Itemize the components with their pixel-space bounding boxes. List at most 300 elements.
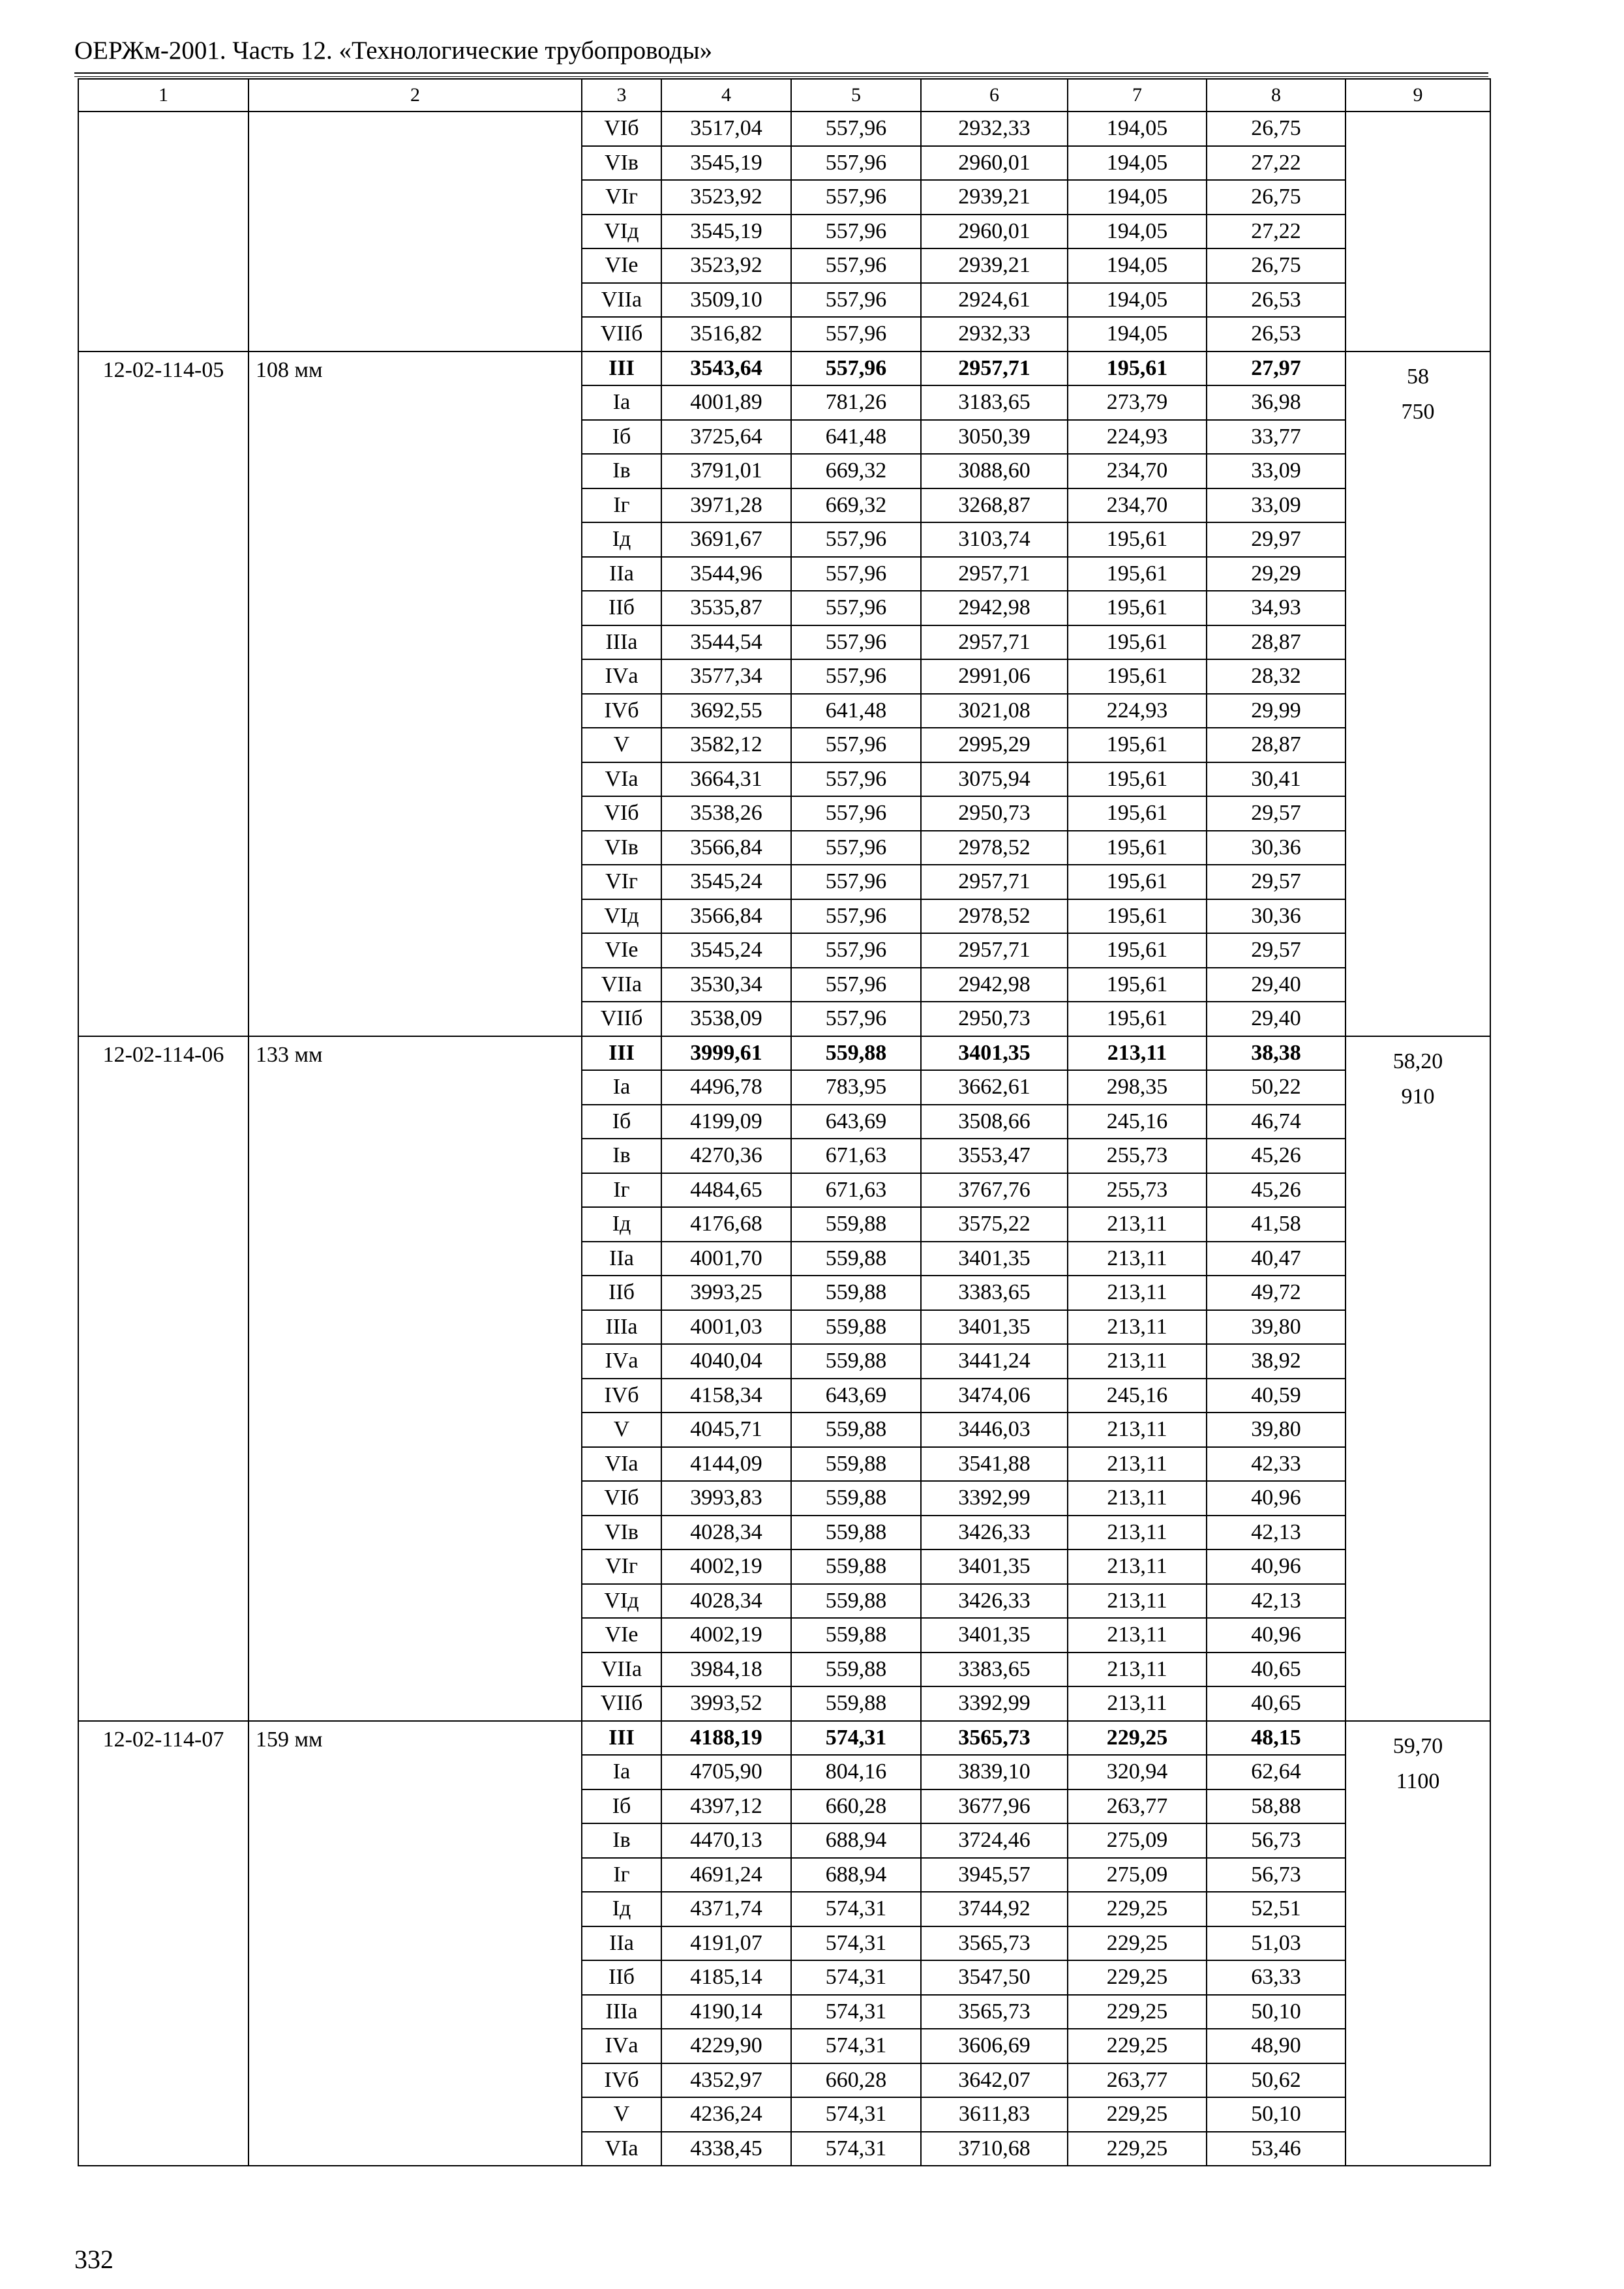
region-code: VIв: [582, 831, 661, 865]
value-cell: 4229,90: [661, 2029, 791, 2063]
value-cell: 53,46: [1207, 2132, 1346, 2166]
column-number: 7: [1068, 79, 1207, 112]
value-cell: 195,61: [1068, 865, 1207, 899]
region-code: VIб: [582, 796, 661, 831]
pipe-diameter: 159 мм: [248, 1721, 582, 2166]
value-cell: 41,58: [1207, 1207, 1346, 1242]
pipe-diameter: 133 мм: [248, 1036, 582, 1721]
value-cell: 559,88: [791, 1618, 921, 1653]
value-cell: 40,96: [1207, 1481, 1346, 1516]
value-cell: 29,40: [1207, 968, 1346, 1002]
value-cell: 2932,33: [921, 112, 1068, 146]
pipe-diameter: [248, 112, 582, 352]
rate-code: [78, 112, 248, 352]
value-cell: 4001,03: [661, 1310, 791, 1345]
value-cell: 557,96: [791, 728, 921, 762]
region-code: IVа: [582, 659, 661, 694]
value-cell: 26,53: [1207, 283, 1346, 318]
value-cell: 3575,22: [921, 1207, 1068, 1242]
column-number: 4: [661, 79, 791, 112]
value-cell: 40,47: [1207, 1242, 1346, 1276]
value-cell: 56,73: [1207, 1858, 1346, 1893]
value-cell: 194,05: [1068, 146, 1207, 181]
value-cell: 194,05: [1068, 215, 1207, 249]
value-cell: 557,96: [791, 659, 921, 694]
region-code: VIд: [582, 215, 661, 249]
value-cell: 213,11: [1068, 1481, 1207, 1516]
value-cell: 194,05: [1068, 112, 1207, 146]
value-cell: 40,59: [1207, 1379, 1346, 1413]
value-cell: 52,51: [1207, 1892, 1346, 1926]
value-cell: 3945,57: [921, 1858, 1068, 1893]
region-code: VIв: [582, 146, 661, 181]
value-cell: 4045,71: [661, 1413, 791, 1447]
region-code: Iг: [582, 488, 661, 523]
page-number: 332: [74, 2245, 113, 2274]
value-cell: 245,16: [1068, 1379, 1207, 1413]
value-cell: 559,88: [791, 1242, 921, 1276]
value-cell: 557,96: [791, 215, 921, 249]
value-cell: 40,96: [1207, 1549, 1346, 1584]
group-extra: [1346, 352, 1490, 1036]
region-code: VIIб: [582, 1002, 661, 1036]
value-cell: 3426,33: [921, 1516, 1068, 1550]
value-cell: 3677,96: [921, 1789, 1068, 1824]
value-cell: 559,88: [791, 1310, 921, 1345]
value-cell: 213,11: [1068, 1516, 1207, 1550]
value-cell: 224,93: [1068, 694, 1207, 728]
value-cell: 557,96: [791, 865, 921, 899]
value-cell: 559,88: [791, 1516, 921, 1550]
region-code: Iд: [582, 1207, 661, 1242]
value-cell: 557,96: [791, 180, 921, 215]
value-cell: 688,94: [791, 1858, 921, 1893]
value-cell: 3401,35: [921, 1242, 1068, 1276]
value-cell: 195,61: [1068, 625, 1207, 660]
region-code: V: [582, 728, 661, 762]
value-cell: 195,61: [1068, 591, 1207, 625]
rate-code: 12-02-114-05: [78, 352, 248, 1036]
value-cell: 559,88: [791, 1653, 921, 1687]
rate-code: 12-02-114-06: [78, 1036, 248, 1721]
value-cell: 804,16: [791, 1755, 921, 1789]
region-code: IVа: [582, 1344, 661, 1379]
value-cell: 195,61: [1068, 659, 1207, 694]
value-cell: 3392,99: [921, 1686, 1068, 1721]
value-cell: 195,61: [1068, 352, 1207, 386]
value-cell: 29,29: [1207, 557, 1346, 591]
value-cell: 3050,39: [921, 420, 1068, 455]
value-cell: 4040,04: [661, 1344, 791, 1379]
value-cell: 2950,73: [921, 796, 1068, 831]
region-code: VIд: [582, 899, 661, 934]
value-cell: 574,31: [791, 1721, 921, 1756]
group-extra-value: 750: [1401, 399, 1435, 424]
group-extra: [1346, 112, 1490, 352]
value-cell: 3582,12: [661, 728, 791, 762]
value-cell: 3103,74: [921, 522, 1068, 557]
value-cell: 783,95: [791, 1070, 921, 1105]
value-cell: 559,88: [791, 1036, 921, 1071]
value-cell: 195,61: [1068, 933, 1207, 968]
table-row: [78, 1721, 1490, 1756]
value-cell: 229,25: [1068, 2132, 1207, 2166]
table-body: [78, 79, 1490, 2166]
value-cell: 27,97: [1207, 352, 1346, 386]
group-extra-value: 1100: [1396, 1769, 1440, 1793]
value-cell: 48,15: [1207, 1721, 1346, 1756]
value-cell: 3642,07: [921, 2063, 1068, 2098]
column-number: 6: [921, 79, 1068, 112]
value-cell: 29,97: [1207, 522, 1346, 557]
value-cell: 36,98: [1207, 385, 1346, 420]
value-cell: 27,22: [1207, 146, 1346, 181]
value-cell: 275,09: [1068, 1823, 1207, 1858]
column-number-row: [78, 79, 1490, 112]
group-extra-value: 58,20: [1392, 1049, 1443, 1073]
region-code: III: [582, 1036, 661, 1071]
value-cell: 4352,97: [661, 2063, 791, 2098]
region-code: IIб: [582, 1960, 661, 1995]
value-cell: 557,96: [791, 146, 921, 181]
value-cell: 38,92: [1207, 1344, 1346, 1379]
value-cell: 213,11: [1068, 1036, 1207, 1071]
value-cell: 195,61: [1068, 831, 1207, 865]
value-cell: 3993,52: [661, 1686, 791, 1721]
value-cell: 3744,92: [921, 1892, 1068, 1926]
value-cell: 559,88: [791, 1447, 921, 1482]
value-cell: 29,57: [1207, 933, 1346, 968]
rate-code: 12-02-114-07: [78, 1721, 248, 2166]
region-code: III: [582, 1721, 661, 1756]
value-cell: 2924,61: [921, 283, 1068, 318]
value-cell: 3543,64: [661, 352, 791, 386]
value-cell: 194,05: [1068, 180, 1207, 215]
region-code: IVб: [582, 1379, 661, 1413]
value-cell: 28,87: [1207, 625, 1346, 660]
value-cell: 3383,65: [921, 1276, 1068, 1310]
value-cell: 62,64: [1207, 1755, 1346, 1789]
value-cell: 3553,47: [921, 1139, 1068, 1173]
region-code: VIг: [582, 1549, 661, 1584]
value-cell: 26,75: [1207, 112, 1346, 146]
value-cell: 559,88: [791, 1344, 921, 1379]
value-cell: 3088,60: [921, 454, 1068, 488]
value-cell: 3401,35: [921, 1310, 1068, 1345]
value-cell: 643,69: [791, 1105, 921, 1139]
value-cell: 2995,29: [921, 728, 1068, 762]
value-cell: 3268,87: [921, 488, 1068, 523]
value-cell: 195,61: [1068, 762, 1207, 797]
value-cell: 2939,21: [921, 248, 1068, 283]
region-code: IIб: [582, 1276, 661, 1310]
value-cell: 4691,24: [661, 1858, 791, 1893]
value-cell: 557,96: [791, 591, 921, 625]
value-cell: 40,96: [1207, 1618, 1346, 1653]
value-cell: 557,96: [791, 522, 921, 557]
value-cell: 213,11: [1068, 1447, 1207, 1482]
value-cell: 46,74: [1207, 1105, 1346, 1139]
value-cell: 2942,98: [921, 968, 1068, 1002]
value-cell: 4002,19: [661, 1618, 791, 1653]
value-cell: 4190,14: [661, 1995, 791, 2029]
value-cell: 4705,90: [661, 1755, 791, 1789]
region-code: VIIб: [582, 1686, 661, 1721]
value-cell: 3565,73: [921, 1995, 1068, 2029]
header-rule: [74, 72, 1488, 74]
value-cell: 49,72: [1207, 1276, 1346, 1310]
value-cell: 3993,83: [661, 1481, 791, 1516]
region-code: VIб: [582, 112, 661, 146]
value-cell: 3544,54: [661, 625, 791, 660]
value-cell: 2960,01: [921, 146, 1068, 181]
value-cell: 213,11: [1068, 1242, 1207, 1276]
value-cell: 213,11: [1068, 1584, 1207, 1619]
value-cell: 4496,78: [661, 1070, 791, 1105]
region-code: VIд: [582, 1584, 661, 1619]
value-cell: 4470,13: [661, 1823, 791, 1858]
region-code: V: [582, 2097, 661, 2132]
value-cell: 51,03: [1207, 1926, 1346, 1961]
value-cell: 213,11: [1068, 1413, 1207, 1447]
value-cell: 34,93: [1207, 591, 1346, 625]
value-cell: 3538,09: [661, 1002, 791, 1036]
region-code: V: [582, 1413, 661, 1447]
value-cell: 3547,50: [921, 1960, 1068, 1995]
value-cell: 3538,26: [661, 796, 791, 831]
pipe-diameter: 108 мм: [248, 352, 582, 1036]
region-code: Iд: [582, 1892, 661, 1926]
value-cell: 557,96: [791, 625, 921, 660]
value-cell: 4028,34: [661, 1516, 791, 1550]
value-cell: 50,62: [1207, 2063, 1346, 2098]
value-cell: 3523,92: [661, 248, 791, 283]
value-cell: 574,31: [791, 2029, 921, 2063]
value-cell: 29,99: [1207, 694, 1346, 728]
value-cell: 50,10: [1207, 2097, 1346, 2132]
table-row: [78, 352, 1490, 386]
value-cell: 559,88: [791, 1413, 921, 1447]
value-cell: 39,80: [1207, 1310, 1346, 1345]
value-cell: 3566,84: [661, 831, 791, 865]
value-cell: 263,77: [1068, 2063, 1207, 2098]
value-cell: 4191,07: [661, 1926, 791, 1961]
value-cell: 229,25: [1068, 2097, 1207, 2132]
value-cell: 2957,71: [921, 625, 1068, 660]
value-cell: 671,63: [791, 1173, 921, 1208]
value-cell: 229,25: [1068, 1926, 1207, 1961]
value-cell: 263,77: [1068, 1789, 1207, 1824]
column-number: 1: [78, 79, 248, 112]
value-cell: 660,28: [791, 2063, 921, 2098]
value-cell: 3577,34: [661, 659, 791, 694]
value-cell: 213,11: [1068, 1344, 1207, 1379]
value-cell: 559,88: [791, 1584, 921, 1619]
header-rule-thin: [74, 76, 1488, 77]
value-cell: 781,26: [791, 385, 921, 420]
value-cell: 4199,09: [661, 1105, 791, 1139]
value-cell: 2950,73: [921, 1002, 1068, 1036]
region-code: VIIа: [582, 968, 661, 1002]
region-code: IIIа: [582, 1995, 661, 2029]
value-cell: 3021,08: [921, 694, 1068, 728]
value-cell: 195,61: [1068, 968, 1207, 1002]
value-cell: 557,96: [791, 796, 921, 831]
value-cell: 3566,84: [661, 899, 791, 934]
value-cell: 4001,70: [661, 1242, 791, 1276]
value-cell: 33,77: [1207, 420, 1346, 455]
value-cell: 559,88: [791, 1276, 921, 1310]
value-cell: 3183,65: [921, 385, 1068, 420]
value-cell: 4028,34: [661, 1584, 791, 1619]
value-cell: 3545,19: [661, 215, 791, 249]
value-cell: 195,61: [1068, 899, 1207, 934]
value-cell: 574,31: [791, 1892, 921, 1926]
value-cell: 3392,99: [921, 1481, 1068, 1516]
value-cell: 26,75: [1207, 180, 1346, 215]
value-cell: 2932,33: [921, 317, 1068, 352]
value-cell: 213,11: [1068, 1276, 1207, 1310]
value-cell: 4176,68: [661, 1207, 791, 1242]
value-cell: 557,96: [791, 968, 921, 1002]
value-cell: 3662,61: [921, 1070, 1068, 1105]
value-cell: 557,96: [791, 762, 921, 797]
value-cell: 559,88: [791, 1549, 921, 1584]
column-number: 8: [1207, 79, 1346, 112]
region-code: IVб: [582, 2063, 661, 2098]
value-cell: 557,96: [791, 557, 921, 591]
value-cell: 39,80: [1207, 1413, 1346, 1447]
price-table: [78, 78, 1491, 2166]
region-code: IIIа: [582, 1310, 661, 1345]
value-cell: 2960,01: [921, 215, 1068, 249]
value-cell: 213,11: [1068, 1618, 1207, 1653]
value-cell: 3544,96: [661, 557, 791, 591]
value-cell: 194,05: [1068, 317, 1207, 352]
value-cell: 3545,19: [661, 146, 791, 181]
value-cell: 229,25: [1068, 1721, 1207, 1756]
value-cell: 3545,24: [661, 865, 791, 899]
value-cell: 195,61: [1068, 728, 1207, 762]
value-cell: 3984,18: [661, 1653, 791, 1687]
region-code: VIIб: [582, 317, 661, 352]
value-cell: 194,05: [1068, 248, 1207, 283]
value-cell: 26,53: [1207, 317, 1346, 352]
value-cell: 3565,73: [921, 1926, 1068, 1961]
value-cell: 3993,25: [661, 1276, 791, 1310]
value-cell: 3509,10: [661, 283, 791, 318]
value-cell: 557,96: [791, 112, 921, 146]
region-code: VIIа: [582, 283, 661, 318]
region-code: VIа: [582, 1447, 661, 1482]
region-code: IIIа: [582, 625, 661, 660]
group-extra-value: 910: [1401, 1084, 1435, 1109]
value-cell: 3611,83: [921, 2097, 1068, 2132]
value-cell: 273,79: [1068, 385, 1207, 420]
value-cell: 2978,52: [921, 831, 1068, 865]
value-cell: 574,31: [791, 1926, 921, 1961]
value-cell: 3383,65: [921, 1653, 1068, 1687]
value-cell: 229,25: [1068, 1960, 1207, 1995]
value-cell: 4001,89: [661, 385, 791, 420]
value-cell: 229,25: [1068, 2029, 1207, 2063]
value-cell: 3692,55: [661, 694, 791, 728]
value-cell: 33,09: [1207, 454, 1346, 488]
value-cell: 4484,65: [661, 1173, 791, 1208]
value-cell: 30,36: [1207, 831, 1346, 865]
value-cell: 2957,71: [921, 865, 1068, 899]
value-cell: 2957,71: [921, 933, 1068, 968]
value-cell: 40,65: [1207, 1686, 1346, 1721]
value-cell: 40,65: [1207, 1653, 1346, 1687]
value-cell: 641,48: [791, 420, 921, 455]
region-code: Iб: [582, 1105, 661, 1139]
value-cell: 28,87: [1207, 728, 1346, 762]
value-cell: 320,94: [1068, 1755, 1207, 1789]
value-cell: 2942,98: [921, 591, 1068, 625]
region-code: VIг: [582, 180, 661, 215]
value-cell: 213,11: [1068, 1310, 1207, 1345]
value-cell: 26,75: [1207, 248, 1346, 283]
value-cell: 50,10: [1207, 1995, 1346, 2029]
value-cell: 559,88: [791, 1207, 921, 1242]
value-cell: 29,57: [1207, 796, 1346, 831]
value-cell: 3565,73: [921, 1721, 1068, 1756]
value-cell: 669,32: [791, 454, 921, 488]
table-row: [78, 1036, 1490, 1071]
column-number: 3: [582, 79, 661, 112]
value-cell: 195,61: [1068, 522, 1207, 557]
group-extra-value: 59,70: [1392, 1733, 1443, 1758]
value-cell: 45,26: [1207, 1139, 1346, 1173]
region-code: VIв: [582, 1516, 661, 1550]
value-cell: 4270,36: [661, 1139, 791, 1173]
value-cell: 2939,21: [921, 180, 1068, 215]
region-code: IVа: [582, 2029, 661, 2063]
value-cell: 213,11: [1068, 1207, 1207, 1242]
value-cell: 27,22: [1207, 215, 1346, 249]
value-cell: 4236,24: [661, 2097, 791, 2132]
value-cell: 557,96: [791, 283, 921, 318]
value-cell: 3441,24: [921, 1344, 1068, 1379]
region-code: Iв: [582, 1823, 661, 1858]
value-cell: 574,31: [791, 1960, 921, 1995]
value-cell: 4338,45: [661, 2132, 791, 2166]
region-code: VIг: [582, 865, 661, 899]
region-code: IIа: [582, 557, 661, 591]
value-cell: 195,61: [1068, 796, 1207, 831]
value-cell: 643,69: [791, 1379, 921, 1413]
region-code: Iб: [582, 1789, 661, 1824]
value-cell: 28,32: [1207, 659, 1346, 694]
value-cell: 2978,52: [921, 899, 1068, 934]
region-code: IIа: [582, 1242, 661, 1276]
value-cell: 4371,74: [661, 1892, 791, 1926]
value-cell: 3075,94: [921, 762, 1068, 797]
value-cell: 660,28: [791, 1789, 921, 1824]
value-cell: 255,73: [1068, 1139, 1207, 1173]
region-code: VIе: [582, 1618, 661, 1653]
value-cell: 3401,35: [921, 1549, 1068, 1584]
group-extra-value: 58: [1407, 364, 1429, 389]
value-cell: 3767,76: [921, 1173, 1068, 1208]
table-row: [78, 112, 1490, 146]
value-cell: 3446,03: [921, 1413, 1068, 1447]
value-cell: 195,61: [1068, 1002, 1207, 1036]
region-code: VIIа: [582, 1653, 661, 1687]
value-cell: 298,35: [1068, 1070, 1207, 1105]
column-number: 5: [791, 79, 921, 112]
